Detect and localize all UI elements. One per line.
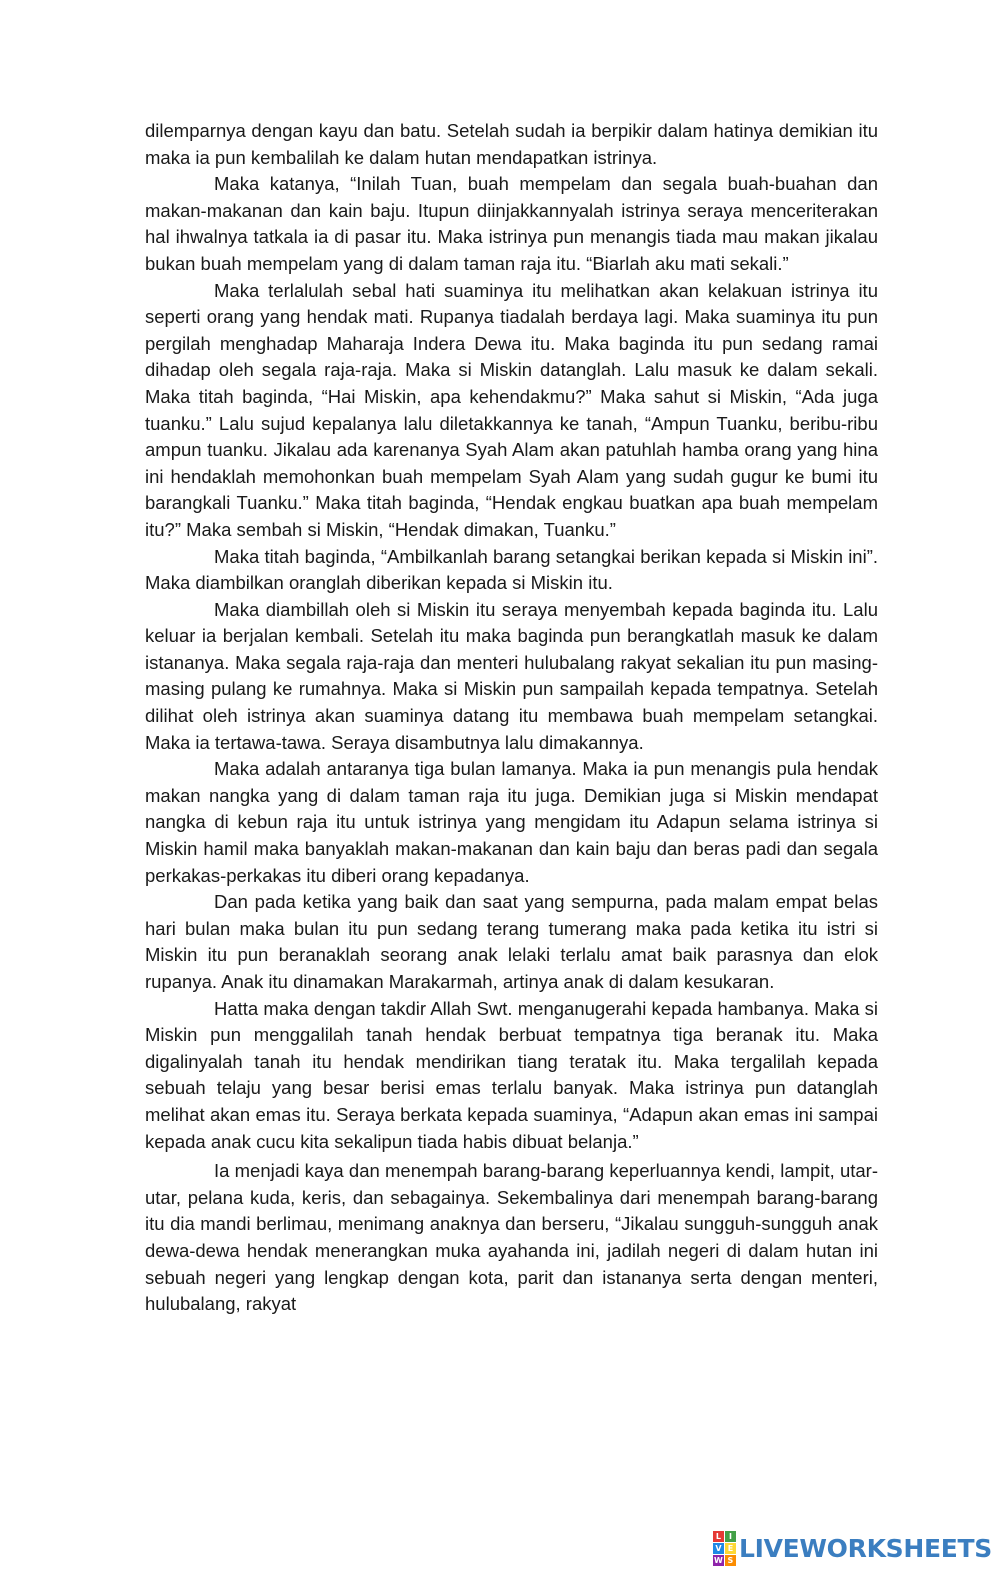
logo-letter: V xyxy=(713,1543,724,1554)
logo-letter: S xyxy=(725,1555,736,1566)
paragraph-9: Ia menjadi kaya dan menempah barang-barang keperluannya kendi, lampit, utar-utar, pelana kuda, keris, dan sebagainya. Sekembalinya dari menempah barang-barang itu dia mandi berlimau, menimang anaknya dan berseru, “Jikalau sungguh-sungguh anak dewa-dewa hendak menerangkan muka ayahanda ini, jadilah negeri di dalam hutan ini sebuah negeri yang lengkap dengan kota, parit dan istananya serta dengan menteri, hulubalang, rakyat xyxy=(145,1160,878,1315)
paragraph-3: Maka terlalulah sebal hati suaminya itu melihatkan akan kelakuan istrinya itu seperti orang yang hendak mati. Rupanya tiadalah berdaya lagi. Maka suaminya itu pun pergilah menghadap Maharaja Indera Dewa itu. Maka baginda itu pun sedang ramai dihadap oleh segala raja-raja. Maka si Miskin datanglah. Lalu masuk ke dalam sekali. Maka titah baginda, “Hai Miskin, apa kehendakmu?” Maka sahut si Miskin, “Ada juga tuanku.” Lalu sujud kepalanya lalu diletakkannya ke tanah, “Ampun Tuanku, beribu-ribu ampun tuanku. Jikalau ada karenanya Syah Alam akan patuhlah hamba orang yang hina ini hendaklah memohonkan buah mempelam Syah Alam yang sudah gugur ke bumi itu barangkali Tuanku.” Maka titah baginda, “Hendak engkau buatkan apa buah mempelam itu?” Maka sembah si Miskin, “Hendak dimakan, Tuanku.” xyxy=(145,279,878,540)
paragraph-1: dilemparnya dengan kayu dan batu. Setelah sudah ia berpikir dalam hatinya demikian itu maka ia pun kembalilah ke dalam hutan mendapatkan istrinya. xyxy=(145,120,878,168)
logo-letter: E xyxy=(725,1543,736,1554)
paragraph-8: Hatta maka dengan takdir Allah Swt. menganugerahi kepada hambanya. Maka si Miskin pun menggalilah tanah hendak berbuat tempatnya tiga beranak itu. Maka digalinyalah tanah itu hendak mendirikan tiang teratak itu. Maka tergalilah kepada sebuah telaju yang besar berisi emas terlalu banyak. Maka istrinya pun datanglah melihat akan emas itu. Seraya berkata kepada suaminya, “Adapun akan emas ini sampai kepada anak cucu kita sekalipun tiada habis dibuat belanja.” xyxy=(145,997,878,1152)
logo-letter: W xyxy=(714,1555,723,1565)
paragraph-4: Maka titah baginda, “Ambilkanlah barang setangkai berikan kepada si Miskin ini”. Maka diambilkan oranglah diberikan kepada si Miskin itu. xyxy=(145,545,878,594)
liveworksheets-logo-icon xyxy=(713,1531,736,1566)
watermark-text: LIVEWORKSHEETS xyxy=(738,1533,992,1563)
liveworksheets-watermark xyxy=(713,1528,992,1568)
story-text xyxy=(145,118,878,1318)
logo-letter: I xyxy=(725,1531,736,1542)
paragraph-6: Maka adalah antaranya tiga bulan lamanya. Maka ia pun menangis pula hendak makan nangka yang di dalam taman raja itu juga. Demikian juga si Miskin mendapat nangka di kebun raja itu untuk istrinya yang mengidam itu Adapun selama istrinya si Miskin hamil maka banyaklah makan-makanan dan kain baju dan beras padi dan segala perkakas-perkakas itu diberi orang kepadanya. xyxy=(145,758,878,886)
paragraph-5: Maka diambillah oleh si Miskin itu seraya menyembah kepada baginda itu. Lalu keluar ia berjalan kembali. Setelah itu maka baginda pun berangkatlah masuk ke dalam istananya. Maka segala raja-raja dan menteri hulubalang rakyat sekalian itu pun masing-masing pulang ke rumahnya. Maka si Miskin pun sampailah kepada tempatnya. Setelah dilihat oleh istrinya akan suaminya datang itu membawa buah mempelam setangkai. Maka ia tertawa-tawa. Seraya disambutnya lalu dimakannya. xyxy=(145,598,878,753)
paragraph-2: Maka katanya, “Inilah Tuan, buah mempelam dan segala buah-buahan dan makan-makanan dan kain baju. Itupun diinjakkannyalah istrinya seraya menceriterakan hal ihwalnya tatkala ia di pasar itu. Maka istrinya pun menangis tiada mau makan jikalau bukan buah mempelam yang di dalam taman raja itu. “Biarlah aku mati sekali.” xyxy=(145,173,878,274)
paragraph-7: Dan pada ketika yang baik dan saat yang sempurna, pada malam empat belas hari bulan maka bulan itu pun sedang terang tumerang maka pada ketika itu istri si Miskin itu pun beranaklah seorang anak lelaki terlalu amat baik parasnya dan elok rupanya. Anak itu dinamakan Marakarmah, artinya anak di dalam kesukaran. xyxy=(145,891,878,992)
logo-letter: L xyxy=(713,1531,724,1542)
